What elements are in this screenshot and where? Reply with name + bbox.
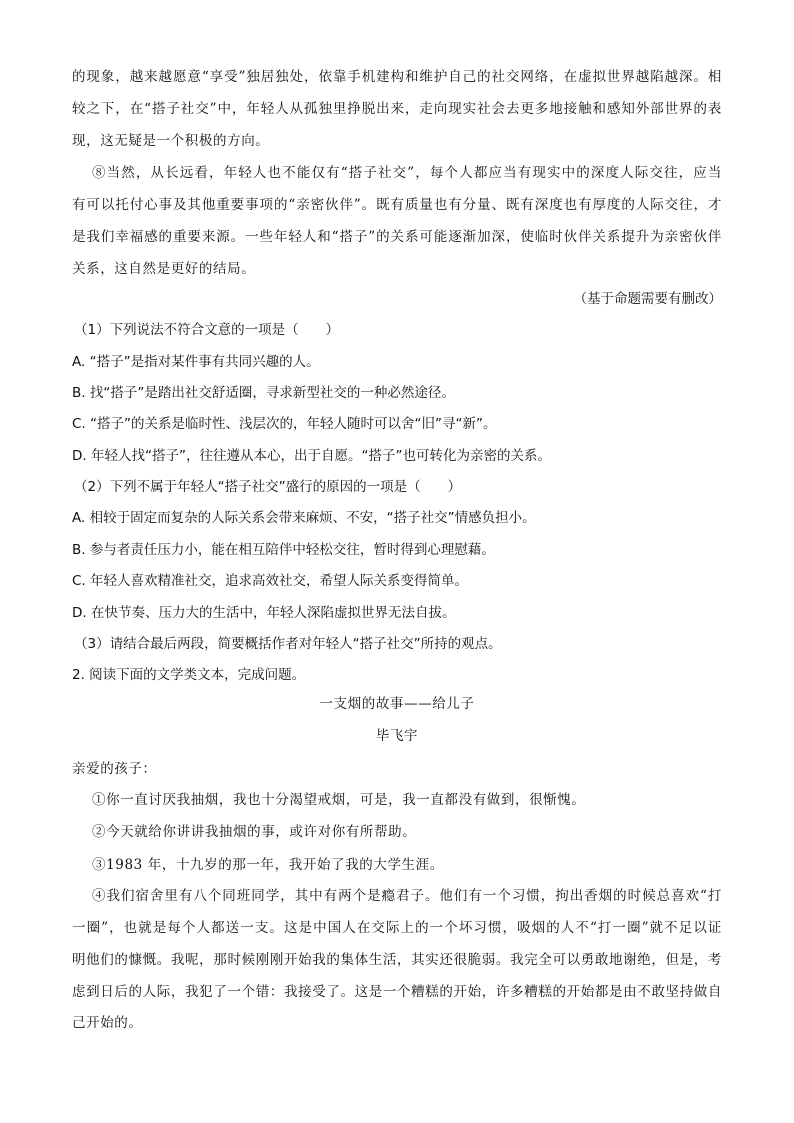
question-1-option-d: D. 年轻人找“搭子”，往往遵从本心，出于自愿。“搭子”也可转化为亲密的关系。 <box>72 448 551 464</box>
paragraph-3: ③1983 年，十九岁的那一年，我开始了我的大学生涯。 <box>92 857 444 873</box>
question-1-stem: （1）下列说法不符合文意的一项是（ ） <box>74 322 340 338</box>
question-1-option-c: C. “搭子”的关系是临时性、浅层次的，年轻人随时可以舍“旧”寻“新”。 <box>72 416 497 432</box>
question-2-stem: （2）下列不属于年轻人“搭子社交”盛行的原因的一项是（ ） <box>74 479 462 495</box>
passage-line: 关系，这自然是更好的结局。 <box>72 261 256 277</box>
paragraph-1: ①你一直讨厌我抽烟，我也十分渴望戒烟，可是，我一直都没有做到，很惭愧。 <box>92 792 586 808</box>
paragraph-2: ②今天就给你讲讲我抽烟的事，或许对你有所帮助。 <box>92 824 417 840</box>
question-1-option-a: A. “搭子”是指对某件事有共同兴趣的人。 <box>72 354 320 370</box>
passage-line: ⑧当然，从长远看，年轻人也不能仅有“搭子社交”，每个人都应当有现实中的深度人际交往，应当 <box>92 165 722 181</box>
question-2-option-d: D. 在快节奏、压力大的生活中，年轻人深陷虚拟世界无法自拔。 <box>72 605 456 621</box>
story-title: 一支烟的故事——给儿子 <box>319 696 475 712</box>
question-2-option-a: A. 相较于固定而复杂的人际关系会带来麻烦、不安，“搭子社交”情感负担小。 <box>72 510 536 526</box>
question-3-stem: （3）请结合最后两段，简要概括作者对年轻人“搭子社交”所持的观点。 <box>74 636 502 652</box>
passage-line: 的现象，越来越愿意“享受”独居独处，依靠手机建构和维护自己的社交网络，在虚拟世界越陷越深。相 <box>72 69 722 85</box>
question-2-option-c: C. 年轻人喜欢精准社交，追求高效社交，希望人际关系变得简单。 <box>72 573 469 589</box>
passage-line: 较之下，在“搭子社交”中，年轻人从孤独里挣脱出来，走向现实社会去更多地接触和感知外部世界的表 <box>72 101 722 117</box>
paragraph-4-line: ④我们宿舍里有八个同班同学，其中有两个是瘾君子。他们有一个习惯，拘出香烟的时候总喜欢“打 <box>92 888 722 904</box>
passage-line: 有可以托付心事及其他重要事项的“亲密伙伴”。既有质量也有分量、既有深度也有厚度的人际交往，才 <box>72 197 722 213</box>
paragraph-4-line: 一圈”，也就是每个人都送一支。这是中国人在交际上的一个坏习惯，吸烟的人不“打一圈”就不足以证 <box>72 920 722 936</box>
paragraph-4-line: 虑到日后的人际，我犯了一个错：我接受了。这是一个糟糕的开始，许多糟糕的开始都是由不敢坚持做自 <box>72 984 722 1000</box>
section-2-intro: 2. 阅读下面的文学类文本，完成问题。 <box>72 667 306 683</box>
source-note: （基于命题需要有删改） <box>573 291 722 307</box>
salutation: 亲爱的孩子： <box>72 761 157 777</box>
paragraph-4-line: 己开始的。 <box>72 1015 143 1031</box>
passage-line: 现，这无疑是一个积极的方向。 <box>72 133 270 149</box>
question-1-option-b: B. 找“搭子”是踏出社交舒适圈，寻求新型社交的一种必然途径。 <box>72 385 455 401</box>
question-2-option-b: B. 参与者责任压力小，能在相互陪伴中轻松交往，暂时得到心理慰藉。 <box>72 542 495 558</box>
story-author: 毕飞宇 <box>375 728 419 744</box>
passage-line: 是我们幸福感的重要来源。一些年轻人和“搭子”的关系可能逐渐加深，使临时伙伴关系提升为亲密伙伴 <box>72 229 722 245</box>
paragraph-4-line: 明他们的慷慨。我呢，那时候刚刚开始我的集体生活，其实还很脆弱。我完全可以勇敢地谢绝，但是，考 <box>72 952 722 968</box>
